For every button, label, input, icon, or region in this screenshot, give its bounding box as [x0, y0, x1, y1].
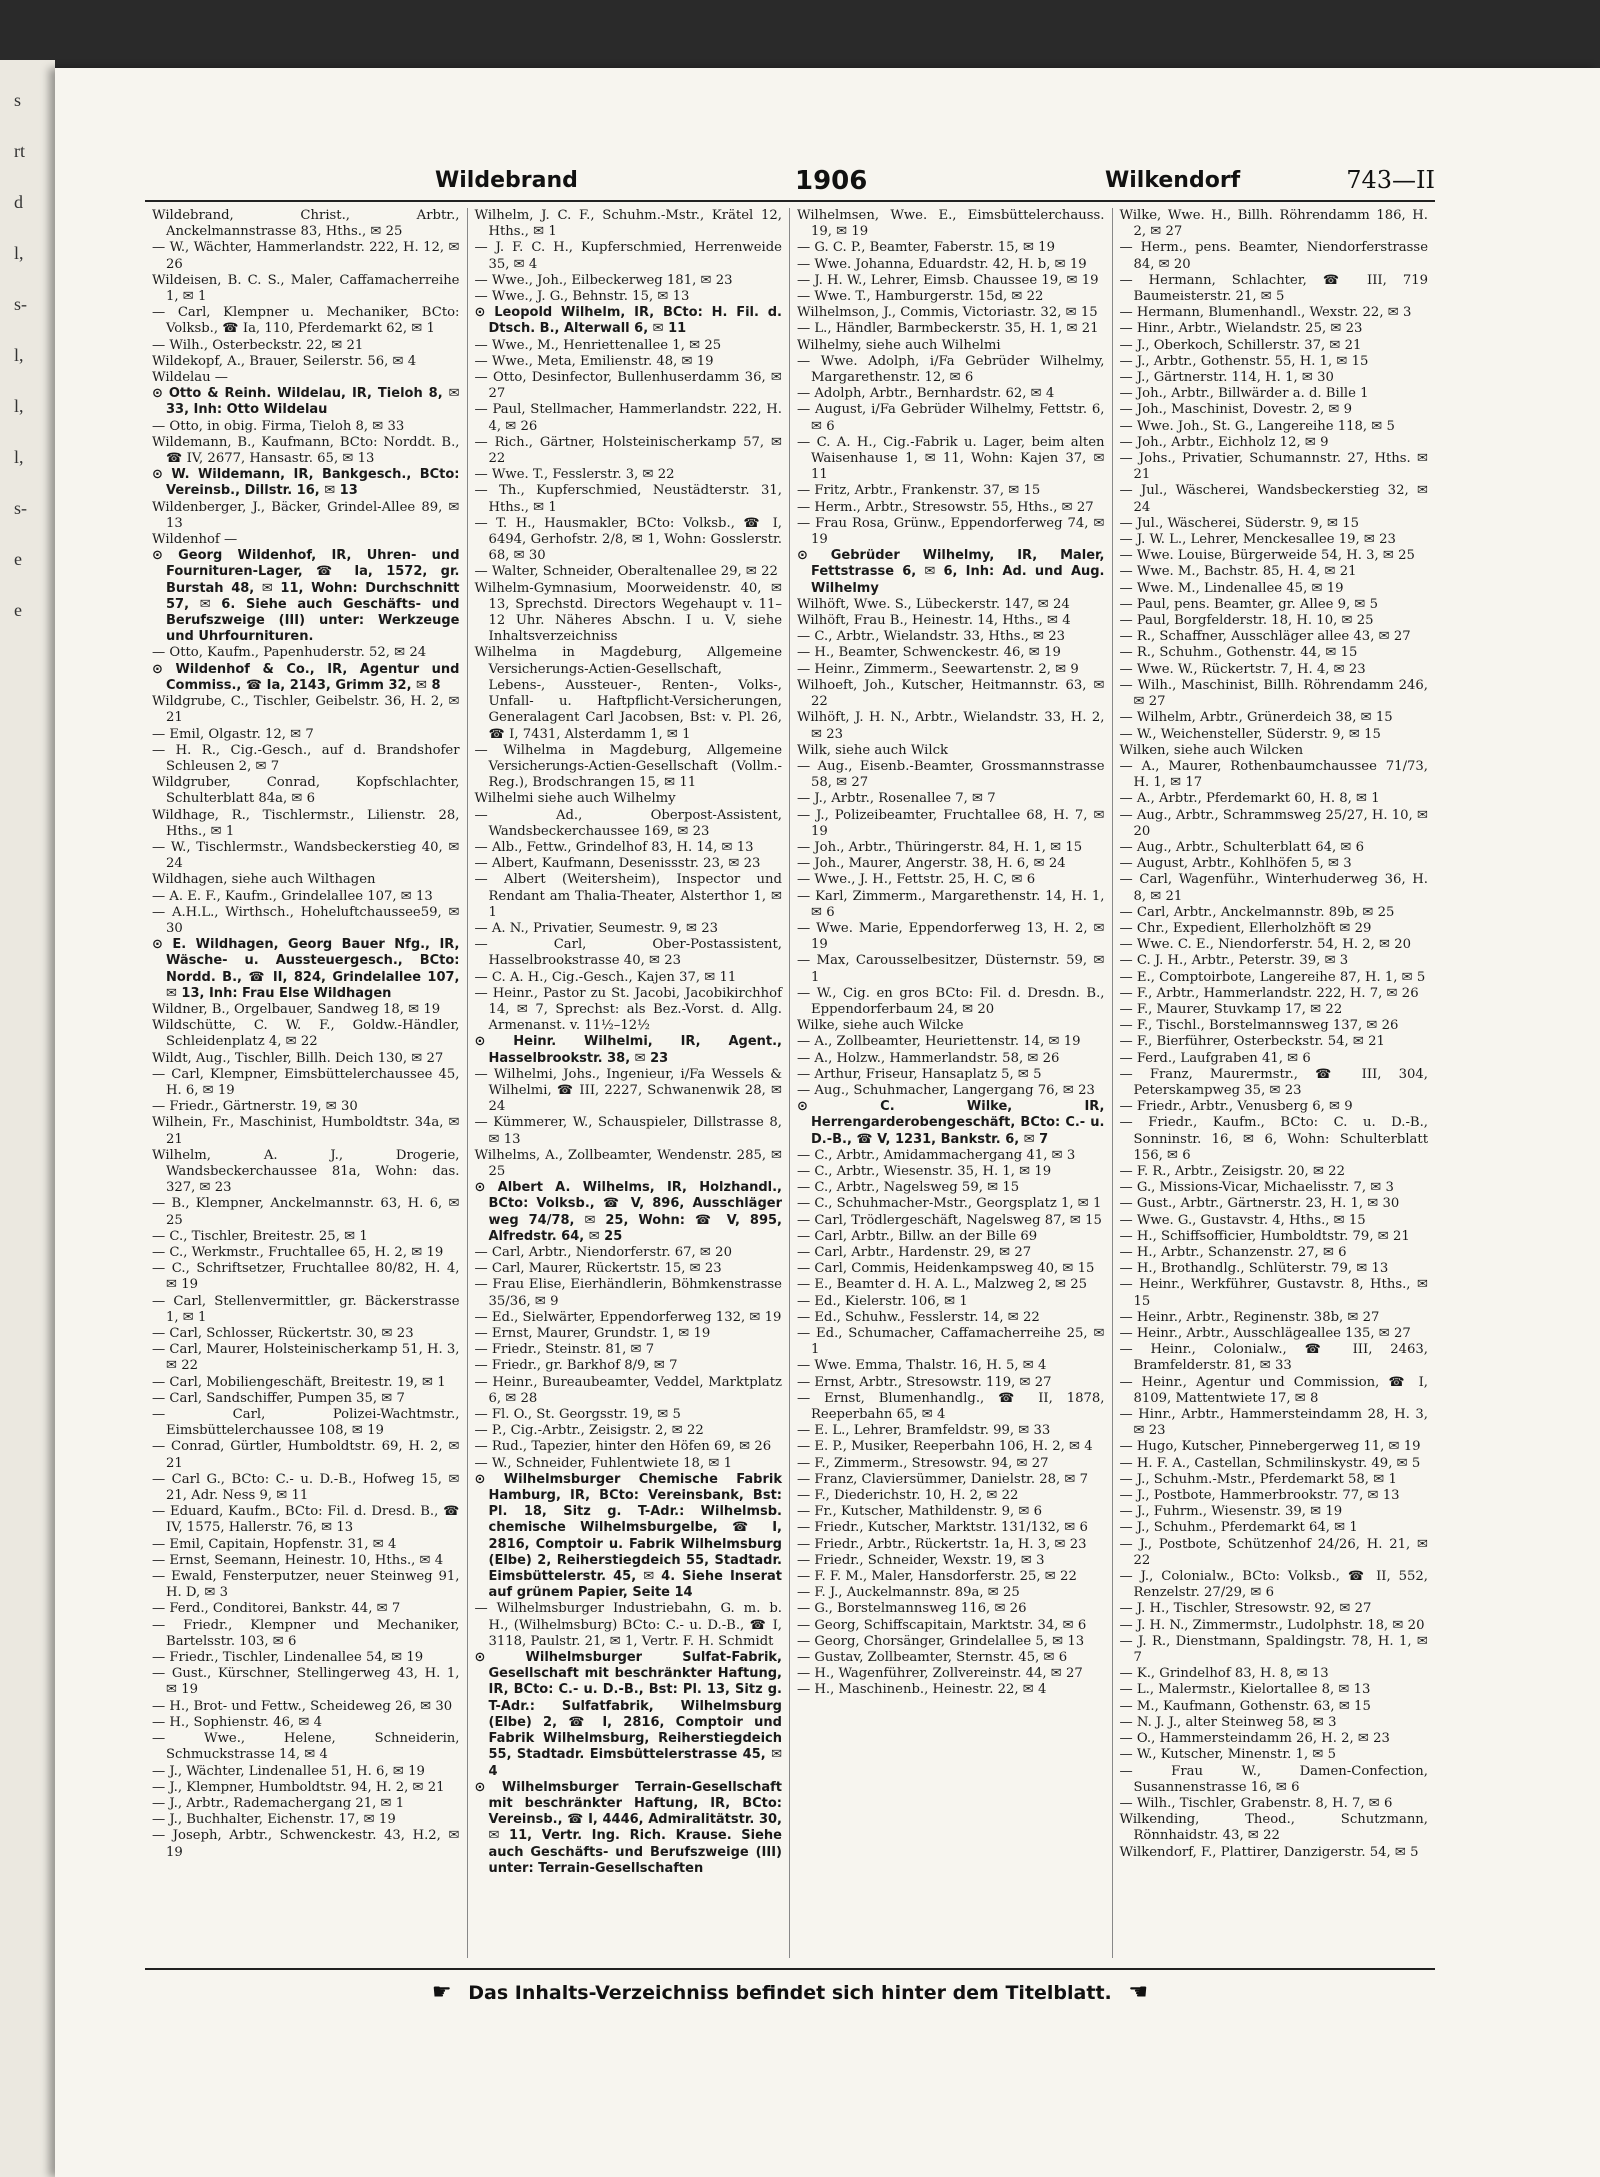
directory-entry: Wilken, siehe auch Wilcken — [1119, 742, 1304, 758]
directory-entry: — Wilhelma in Magdeburg, Allgemeine Versicherungs-Actien-Gesellschaft (Vollm.-Reg.), Brodschrangen 15, ✉ 11 — [474, 742, 782, 791]
directory-entry: — Friedr., Arbtr., Venusberg 6, ✉ 9 — [1119, 1099, 1353, 1115]
column-4 — [1113, 208, 1436, 1958]
gutter-fragment: s — [14, 90, 22, 110]
directory-entry: — J., Polizeibeamter, Fruchtallee 68, H. 7, ✉ 19 — [797, 807, 1105, 839]
directory-entry: Wildenberger, J., Bäcker, Grindel-Allee 89, ✉ 13 — [152, 499, 460, 531]
directory-entry: ⊙ Georg Wildenhof, IR, Uhren- und Fournituren-Lager, ☎ Ia, 1572, gr. Burstah 48, ✉ 11, Wohn: Durchschnitt 57, ✉ 6. Siehe auch Geschäfts- und Berufszweige (III) unter: Werkzeuge und Uhrfournituren. — [152, 548, 460, 645]
directory-entry: Wilhelm, A. J., Drogerie, Wandsbeckerchaussee 81a, Wohn: das. 327, ✉ 23 — [152, 1147, 460, 1196]
directory-entry: ⊙ Wilhelmsburger Terrain-Gesellschaft mit beschränkter Haftung, IR, BCto: Vereinsb., ☎ I, 4446, Admiralitätstr. 30, ✉ 11, Vertr. Ing. Rich. Krause. Siehe auch Geschäfts- und Berufszweige (III) unter: Terrain-Gesellschaften — [474, 1779, 782, 1876]
directory-entry: — H., Sophienstr. 46, ✉ 4 — [152, 1714, 322, 1730]
directory-entry: Wildemann, B., Kaufmann, BCto: Norddt. B., ☎ IV, 2677, Hansastr. 65, ✉ 13 — [152, 434, 460, 467]
directory-entry: — W., Kutscher, Minenstr. 1, ✉ 5 — [1119, 1747, 1336, 1763]
directory-entry: — A., Arbtr., Pferdemarkt 60, H. 8, ✉ 1 — [1119, 791, 1380, 807]
directory-entry: — Carl, Maurer, Holsteinischerkamp 51, H. 3, ✉ 22 — [152, 1342, 460, 1374]
column-3 — [790, 208, 1113, 1958]
directory-entry: — Carl, Arbtr., Anckelmannstr. 89b, ✉ 25 — [1119, 904, 1395, 920]
directory-entry: — Aug., Eisenb.-Beamter, Grossmannstrasse 58, ✉ 27 — [797, 758, 1105, 791]
directory-entry: Wildebrand, Christ., Arbtr., Anckelmannstrasse 83, Hths., ✉ 25 — [152, 208, 460, 240]
directory-entry: Wildgruber, Conrad, Kopfschlachter, Schulterblatt 84a, ✉ 6 — [152, 775, 460, 807]
directory-entry: — Ed., Kielerstr. 106, ✉ 1 — [797, 1293, 968, 1309]
directory-entry: — Hermann, Schlachter, ☎ III, 719 Baumeisterstr. 21, ✉ 5 — [1119, 272, 1428, 305]
directory-entry: ⊙ Heinr. Wilhelmi, IR, Agent., Hasselbrookstr. 38, ✉ 23 — [474, 1034, 782, 1066]
directory-entry: Wildner, B., Orgelbauer, Sandweg 18, ✉ 19 — [152, 1001, 441, 1017]
header-last-entry: Wilkendorf — [1105, 168, 1241, 193]
directory-entry: — H., Wagenführer, Zollvereinstr. 44, ✉ 27 — [797, 1666, 1083, 1682]
directory-entry: — Ferd., Laufgraben 41, ✉ 6 — [1119, 1050, 1311, 1066]
directory-entry: — Carl, Schlosser, Rückertstr. 30, ✉ 23 — [152, 1326, 414, 1342]
directory-entry: Wildhage, R., Tischlermstr., Lilienstr. 28, Hths., ✉ 1 — [152, 807, 460, 839]
footer-note: Das Inhalts-Verzeichniss befindet sich hinter dem Titelblatt. — [468, 1982, 1112, 2004]
directory-entry: — H., Maschinenb., Heinestr. 22, ✉ 4 — [797, 1682, 1047, 1698]
directory-entry: — J., Colonialw., BCto: Volksb., ☎ II, 552, Renzelstr. 27/29, ✉ 6 — [1119, 1569, 1428, 1601]
directory-entry: — Gust., Kürschner, Stellingerweg 43, H. 1, ✉ 19 — [152, 1666, 460, 1698]
directory-entry: — Gust., Arbtr., Gärtnerstr. 23, H. 1, ✉ 30 — [1119, 1196, 1400, 1212]
directory-columns — [145, 208, 1435, 1958]
directory-entry: — August, Arbtr., Kohlhöfen 5, ✉ 3 — [1119, 856, 1352, 872]
directory-entry: ⊙ Wilhelmsburger Sulfat-Fabrik, Gesellschaft mit beschränkter Haftung, IR, BCto: C.- u. D.-B., Bst: Pl. 13, Sitz g. T-Adr.: Sulfatfabrik, Wilhelmsburg (Elbe) 2, ☎ I, 2816, Comptoir und Fabrik Wilhelmsburg, Reiherstiegdeich 55, Stadtadr. Eimsbüttelerstrasse 45, ✉ 4 — [474, 1650, 782, 1779]
directory-entry: — Carl, Mobiliengeschäft, Breitestr. 19, ✉ 1 — [152, 1374, 446, 1390]
directory-entry: — Wwe. M., Bachstr. 85, H. 4, ✉ 21 — [1119, 564, 1357, 580]
directory-entry: — Karl, Zimmerm., Margarethenstr. 14, H. 1, ✉ 6 — [797, 888, 1105, 920]
directory-entry: — Ernst, Blumenhandlg., ☎ II, 1878, Reeperbahn 65, ✉ 4 — [797, 1390, 1105, 1423]
directory-entry: — H. R., Cig.-Gesch., auf d. Brandshofer Schleusen 2, ✉ 7 — [152, 742, 460, 774]
directory-entry: Wilhelm, J. C. F., Schuhm.-Mstr., Krätel 12, Hths., ✉ 1 — [474, 208, 782, 240]
column-1 — [145, 208, 468, 1958]
directory-entry: — Carl, Klempner, Eimsbüttelerchaussee 45, H. 6, ✉ 19 — [152, 1066, 460, 1098]
directory-entry: — Carl, Stellenvermittler, gr. Bäckerstrasse 1, ✉ 1 — [152, 1293, 460, 1325]
gutter-fragment: s- — [14, 498, 27, 518]
directory-entry: — Wwe. Louise, Bürgerweide 54, H. 3, ✉ 25 — [1119, 548, 1415, 564]
directory-entry: — Wwe. Emma, Thalstr. 16, H. 5, ✉ 4 — [797, 1358, 1047, 1374]
directory-entry: — A. N., Privatier, Seumestr. 9, ✉ 23 — [474, 920, 719, 936]
directory-entry: — Friedr., Schneider, Wexstr. 19, ✉ 3 — [797, 1552, 1045, 1568]
directory-entry: — Rud., Tapezier, hinter den Höfen 69, ✉ 26 — [474, 1439, 772, 1455]
directory-entry: — Joh., Arbtr., Billwärder a. d. Bille 1 — [1119, 386, 1369, 402]
directory-entry: — Alb., Fettw., Grindelhof 83, H. 14, ✉ 13 — [474, 839, 754, 855]
directory-entry: — Wwe. Marie, Eppendorferweg 13, H. 2, ✉ 19 — [797, 920, 1105, 953]
directory-entry: — J., Buchhalter, Eichenstr. 17, ✉ 19 — [152, 1812, 396, 1828]
directory-entry: — Frau Elise, Eierhändlerin, Böhmkenstrasse 35/36, ✉ 9 — [474, 1277, 782, 1309]
directory-entry: — Heinr., Pastor zu St. Jacobi, Jacobikirchhof 14, ✉ 7, Sprechst: als Bez.-Vorst. d. Allg. Armenanst. v. 11½–12½ — [474, 985, 782, 1034]
directory-entry: — Carl, Polizei-Wachtmstr., Eimsbüttelerchaussee 108, ✉ 19 — [152, 1407, 460, 1439]
directory-entry: — Rich., Gärtner, Holsteinischerkamp 57, ✉ 22 — [474, 434, 782, 467]
directory-entry: — Wwe. Joh., St. G., Langereihe 118, ✉ 5 — [1119, 418, 1395, 434]
gutter-fragment: l, — [14, 345, 24, 365]
directory-entry: — Fritz, Arbtr., Frankenstr. 37, ✉ 15 — [797, 483, 1041, 499]
directory-entry: — Paul, Stellmacher, Hammerlandstr. 222, H. 4, ✉ 26 — [474, 402, 782, 434]
directory-entry: — Aug., Arbtr., Schrammsweg 25/27, H. 10, ✉ 20 — [1119, 807, 1428, 839]
directory-entry: — F., Arbtr., Hammerlandstr. 222, H. 7, ✉ 26 — [1119, 985, 1419, 1001]
directory-entry: — Franz, Claviersümmer, Danielstr. 28, ✉ 7 — [797, 1471, 1089, 1487]
directory-entry: — Wwe. T., Hamburgerstr. 15d, ✉ 22 — [797, 289, 1044, 305]
directory-entry: — J., Postbote, Hammerbrookstr. 77, ✉ 13 — [1119, 1488, 1400, 1504]
directory-entry: — Aug., Arbtr., Schulterblatt 64, ✉ 6 — [1119, 839, 1365, 855]
directory-entry: — E., Comptoirbote, Langereihe 87, H. 1, ✉ 5 — [1119, 969, 1426, 985]
directory-entry: — Carl, Klempner u. Mechaniker, BCto: Volksb., ☎ Ia, 110, Pferdemarkt 62, ✉ 1 — [152, 305, 460, 337]
directory-entry: — F., Diederichstr. 10, H. 2, ✉ 22 — [797, 1488, 1019, 1504]
directory-entry: — J., Arbtr., Rosenallee 7, ✉ 7 — [797, 791, 996, 807]
directory-entry: — C., Arbtr., Wiesenstr. 35, H. 1, ✉ 19 — [797, 1163, 1052, 1179]
directory-entry: — J., Klempner, Humboldtstr. 94, H. 2, ✉ 21 — [152, 1779, 445, 1795]
directory-entry: — Carl, Sandschiffer, Pumpen 35, ✉ 7 — [152, 1390, 405, 1406]
directory-entry: — J., Schuhm., Pferdemarkt 64, ✉ 1 — [1119, 1520, 1358, 1536]
directory-entry: — Wwe. Adolph, i/Fa Gebrüder Wilhelmy, Margarethenstr. 12, ✉ 6 — [797, 353, 1105, 386]
directory-entry: — Otto, in obig. Firma, Tieloh 8, ✉ 33 — [152, 418, 405, 434]
directory-entry: — Wwe., Joh., Eilbeckerweg 181, ✉ 23 — [474, 272, 733, 288]
directory-entry: — H., Beamter, Schwenckestr. 46, ✉ 19 — [797, 645, 1061, 661]
directory-entry: — M., Kaufmann, Gothenstr. 63, ✉ 15 — [1119, 1698, 1371, 1714]
directory-entry: — Hugo, Kutscher, Pinnebergerweg 11, ✉ 19 — [1119, 1439, 1421, 1455]
directory-entry: — C. J. H., Arbtr., Peterstr. 39, ✉ 3 — [1119, 953, 1349, 969]
directory-entry: — Hinr., Arbtr., Hammersteindamm 28, H. 3, ✉ 23 — [1119, 1407, 1428, 1439]
directory-entry: — Joh., Arbtr., Eichholz 12, ✉ 9 — [1119, 434, 1329, 450]
directory-entry: — Friedr., Tischler, Lindenallee 54, ✉ 19 — [152, 1650, 424, 1666]
directory-entry: — T. H., Hausmakler, BCto: Volksb., ☎ I, 6494, Gerhofstr. 2/8, ✉ 1, Wohn: Gosslerstr. 68, ✉ 30 — [474, 515, 782, 564]
directory-entry: — Aug., Schuhmacher, Langergang 76, ✉ 23 — [797, 1082, 1095, 1098]
directory-entry: — Wwe., Helene, Schneiderin, Schmuckstrasse 14, ✉ 4 — [152, 1731, 460, 1763]
directory-entry: — Carl, Maurer, Rückertstr. 15, ✉ 23 — [474, 1261, 722, 1277]
directory-entry: — Ferd., Conditorei, Bankstr. 44, ✉ 7 — [152, 1601, 401, 1617]
directory-entry: — J. H., Tischler, Stresowstr. 92, ✉ 27 — [1119, 1601, 1372, 1617]
directory-entry: — Ed., Sielwärter, Eppendorferweg 132, ✉ 19 — [474, 1309, 782, 1325]
directory-entry: — F. F. M., Maler, Hansdorferstr. 25, ✉ 22 — [797, 1569, 1077, 1585]
directory-entry: — C., Schriftsetzer, Fruchtallee 80/82, H. 4, ✉ 19 — [152, 1261, 460, 1293]
directory-entry: — G., Missions-Vicar, Michaelisstr. 7, ✉ 3 — [1119, 1180, 1394, 1196]
directory-entry: — Otto, Desinfector, Bullenhuserdamm 36, ✉ 27 — [474, 370, 782, 402]
directory-entry: — A., Zollbeamter, Heuriettenstr. 14, ✉ 19 — [797, 1034, 1081, 1050]
directory-entry: — Chr., Expedient, Ellerholzhöft ✉ 29 — [1119, 920, 1372, 936]
directory-entry: — Hinr., Arbtr., Wielandstr. 25, ✉ 23 — [1119, 321, 1363, 337]
directory-entry: — Ed., Schuhw., Fesslerstr. 14, ✉ 22 — [797, 1309, 1040, 1325]
directory-entry: Wilhelmy, siehe auch Wilhelmi — [797, 337, 1001, 353]
directory-entry: — A., Holzw., Hammerlandstr. 58, ✉ 26 — [797, 1050, 1060, 1066]
gutter-fragment: e — [14, 600, 22, 620]
directory-entry: — Carl, Arbtr., Billw. an der Bille 69 — [797, 1228, 1038, 1244]
directory-entry: Wilkendorf, F., Plattirer, Danzigerstr. 54, ✉ 5 — [1119, 1844, 1419, 1860]
gutter-fragment: s- — [14, 294, 27, 314]
directory-entry: — F., Zimmerm., Stresowstr. 94, ✉ 27 — [797, 1455, 1049, 1471]
directory-entry: — Arthur, Friseur, Hansaplatz 5, ✉ 5 — [797, 1066, 1042, 1082]
directory-entry: — Friedr., Steinstr. 81, ✉ 7 — [474, 1342, 655, 1358]
directory-entry: Wilhelmi siehe auch Wilhelmy — [474, 791, 676, 807]
directory-entry: — Herm., pens. Beamter, Niendorferstrasse 84, ✉ 20 — [1119, 240, 1428, 272]
directory-entry: — Wwe., J. G., Behnstr. 15, ✉ 13 — [474, 289, 690, 305]
directory-entry: — J., Oberkoch, Schillerstr. 37, ✉ 21 — [1119, 337, 1362, 353]
gutter-fragment: l, — [14, 447, 24, 467]
directory-entry: Wilhelm-Gymnasium, Moorweidenstr. 40, ✉ 13, Sprechstd. Directors Wegehaupt v. 11–12 Uhr. Näheres Abschn. I u. V, siehe Inhaltsverzeichniss — [474, 580, 782, 645]
directory-entry: Wildgrube, C., Tischler, Geibelstr. 36, H. 2, ✉ 21 — [152, 694, 460, 726]
directory-entry: — Heinr., Bureaubeamter, Veddel, Marktplatz 6, ✉ 28 — [474, 1374, 782, 1406]
directory-entry: — Wilh., Tischler, Grabenstr. 8, H. 7, ✉ 6 — [1119, 1795, 1393, 1811]
directory-entry: — B., Klempner, Anckelmannstr. 63, H. 6, ✉ 25 — [152, 1196, 460, 1228]
directory-entry: — J. W. L., Lehrer, Menckesallee 19, ✉ 23 — [1119, 532, 1396, 548]
directory-entry: Wilhelmson, J., Commis, Victoriastr. 32, ✉ 15 — [797, 305, 1098, 321]
directory-entry: — R., Schuhm., Gothenstr. 44, ✉ 15 — [1119, 645, 1358, 661]
directory-entry: — Wilhelmsburger Industriebahn, G. m. b. H., (Wilhelmsburg) BCto: C.- u. D.-B., ☎ I, 3118, Paulstr. 21, ✉ 1, Vertr. F. H. Schmidt — [474, 1601, 782, 1649]
directory-entry: — Conrad, Gürtler, Humboldtstr. 69, H. 2, ✉ 21 — [152, 1439, 460, 1471]
directory-entry: — F., Bierführer, Osterbeckstr. 54, ✉ 21 — [1119, 1034, 1385, 1050]
directory-entry: Wilhelmsen, Wwe. E., Eimsbüttelerchauss. 19, ✉ 19 — [797, 208, 1105, 240]
directory-entry: — A.H.L., Wirthsch., Hoheluftchaussee59, ✉ 30 — [152, 904, 460, 936]
directory-entry: — W., Weichensteller, Süderstr. 9, ✉ 15 — [1119, 726, 1381, 742]
directory-entry: ⊙ Leopold Wilhelm, IR, BCto: H. Fil. d. Dtsch. B., Alterwall 6, ✉ 11 — [474, 305, 782, 337]
directory-entry: — Emil, Olgastr. 12, ✉ 7 — [152, 726, 314, 742]
directory-entry: — Carl, Arbtr., Niendorferstr. 67, ✉ 20 — [474, 1245, 732, 1260]
directory-entry: Wilhoeft, Joh., Kutscher, Heitmannstr. 63, ✉ 22 — [797, 677, 1105, 710]
directory-entry: — J., Schuhm.-Mstr., Pferdemarkt 58, ✉ 1 — [1119, 1471, 1397, 1487]
directory-entry: — Herm., Arbtr., Stresowstr. 55, Hths., ✉ 27 — [797, 499, 1094, 515]
directory-entry: — K., Grindelhof 83, H. 8, ✉ 13 — [1119, 1666, 1329, 1682]
directory-entry: Wilkending, Theod., Schutzmann, Rönnhaidstr. 43, ✉ 22 — [1119, 1812, 1428, 1844]
gutter-fragment: e — [14, 549, 22, 569]
directory-entry: — G., Borstelmannsweg 116, ✉ 26 — [797, 1601, 1027, 1617]
directory-entry: Wilk, siehe auch Wilck — [797, 742, 948, 758]
directory-entry: ⊙ Wildenhof & Co., IR, Agentur und Commiss., ☎ Ia, 2143, Grimm 32, ✉ 8 — [152, 661, 460, 693]
directory-entry: — N. J. J., alter Steinweg 58, ✉ 3 — [1119, 1714, 1337, 1730]
directory-entry: — Jul., Wäscherei, Wandsbeckerstieg 32, ✉ 24 — [1119, 483, 1428, 515]
directory-entry: — C., Tischler, Breitestr. 25, ✉ 1 — [152, 1228, 368, 1244]
directory-entry: — Friedr., gr. Barkhof 8/9, ✉ 7 — [474, 1358, 678, 1374]
directory-entry: — Otto, Kaufm., Papenhuderstr. 52, ✉ 24 — [152, 645, 427, 661]
directory-entry: — Paul, Borgfelderstr. 18, H. 10, ✉ 25 — [1119, 613, 1374, 629]
directory-entry: Wildschütte, C. W. F., Goldw.-Händler, Schleidenplatz 4, ✉ 22 — [152, 1018, 460, 1050]
directory-entry: — Max, Carousselbesitzer, Düsternstr. 59, ✉ 1 — [797, 953, 1105, 985]
directory-entry: — Ernst, Seemann, Heinestr. 10, Hths., ✉ 4 — [152, 1552, 444, 1568]
directory-entry: ⊙ Gebrüder Wilhelmy, IR, Maler, Fettstrasse 6, ✉ 6, Inh: Ad. und Aug. Wilhelmy — [797, 548, 1105, 596]
pointing-hand-right-icon: ☛ — [431, 1980, 452, 2005]
directory-entry: — Carl G., BCto: C.- u. D.-B., Hofweg 15, ✉ 21, Adr. Ness 9, ✉ 11 — [152, 1471, 460, 1504]
directory-entry: — C., Arbtr., Wielandstr. 33, Hths., ✉ 23 — [797, 629, 1066, 645]
directory-entry: ⊙ Albert A. Wilhelms, IR, Holzhandl., BCto: Volksb., ☎ V, 896, Ausschläger weg 74/78, ✉ 25, Wohn: ☎ V, 895, Alfredstr. 64, ✉ 25 — [474, 1180, 782, 1244]
directory-entry: — Friedr., Gärtnerstr. 19, ✉ 30 — [152, 1099, 358, 1115]
directory-entry: ⊙ Wilhelmsburger Chemische Fabrik Hamburg, IR, BCto: Vereinsbank, Bst: Pl. 18, Sitz g. T-Adr.: Wilhelmsb. chemische Wilhelmsburgelbe, ☎ I, 2816, Comptoir u. Fabrik Wilhelmsburg (Elbe) 2, Reiherstiegdeich 55, Stadtadr. Eimsbüttelerstr. 45, ✉ 4. Siehe Inserat auf grünem Papier, Seite 14 — [474, 1471, 782, 1601]
directory-entry: — L., Händler, Barmbeckerstr. 35, H. 1, ✉ 21 — [797, 321, 1099, 337]
directory-entry: — Friedr., Klempner und Mechaniker, Bartelsstr. 103, ✉ 6 — [152, 1617, 460, 1649]
directory-entry: — C. A. H., Cig.-Gesch., Kajen 37, ✉ 11 — [474, 969, 737, 985]
directory-entry: — Carl, Arbtr., Hardenstr. 29, ✉ 27 — [797, 1245, 1032, 1260]
directory-entry: — Heinr., Werkführer, Gustavstr. 8, Hths., ✉ 15 — [1119, 1277, 1428, 1309]
directory-entry: — J. F. C. H., Kupferschmied, Herrenweide 35, ✉ 4 — [474, 240, 782, 272]
directory-entry: — Ernst, Arbtr., Stresowstr. 119, ✉ 27 — [797, 1374, 1052, 1390]
directory-entry: — Fl. O., St. Georgsstr. 19, ✉ 5 — [474, 1407, 681, 1423]
directory-entry: — Th., Kupferschmied, Neustädterstr. 31, Hths., ✉ 1 — [474, 483, 782, 515]
directory-entry: — G. C. P., Beamter, Faberstr. 15, ✉ 19 — [797, 240, 1055, 256]
directory-entry: — J. H. N., Zimmermstr., Ludolphstr. 18, ✉ 20 — [1119, 1617, 1425, 1633]
directory-entry: — C. A. H., Cig.-Fabrik u. Lager, beim alten Waisenhause 1, ✉ 11, Wohn: Kajen 37, ✉ 11 — [797, 434, 1105, 483]
directory-entry: — W., Tischlermstr., Wandsbeckerstieg 40, ✉ 24 — [152, 839, 460, 872]
directory-entry: — J., Wächter, Lindenallee 51, H. 6, ✉ 19 — [152, 1763, 425, 1779]
directory-entry: — August, i/Fa Gebrüder Wilhelmy, Fettstr. 6, ✉ 6 — [797, 402, 1105, 434]
directory-entry: — H., Brot- und Fettw., Scheideweg 26, ✉ 30 — [152, 1698, 453, 1714]
directory-entry: Wilhöft, Wwe. S., Lübeckerstr. 147, ✉ 24 — [797, 596, 1070, 612]
page-number: 743—II — [1346, 166, 1435, 194]
directory-entry: — Frau W., Damen-Confection, Susannenstrasse 16, ✉ 6 — [1119, 1763, 1428, 1795]
directory-entry: — H. F. A., Castellan, Schmilinskystr. 49, ✉ 5 — [1119, 1455, 1421, 1471]
adjacent-page-edge — [0, 60, 55, 2177]
directory-entry: — Heinr., Colonialw., ☎ III, 2463, Bramfelderstr. 81, ✉ 33 — [1119, 1342, 1428, 1374]
directory-entry: — J. R., Dienstmann, Spaldingstr. 78, H. 1, ✉ 7 — [1119, 1633, 1428, 1666]
directory-entry: — Joseph, Arbtr., Schwenckestr. 43, H.2, ✉ 19 — [152, 1828, 460, 1860]
directory-entry: Wildt, Aug., Tischler, Billh. Deich 130, ✉ 27 — [152, 1050, 444, 1066]
directory-entry: — Heinr., Arbtr., Ausschlägeallee 135, ✉ 27 — [1119, 1326, 1411, 1342]
pointing-hand-left-icon: ☚ — [1128, 1980, 1149, 2005]
directory-entry: — Albert (Weitersheim), Inspector und Rendant am Thalia-Theater, Alsterthor 1, ✉ 1 — [474, 872, 782, 920]
directory-entry: — H., Brothandlg., Schlüterstr. 79, ✉ 13 — [1119, 1261, 1389, 1277]
directory-entry: — R., Schaffner, Ausschläger allee 43, ✉ 27 — [1119, 629, 1411, 645]
directory-entry: — F., Maurer, Stuvkamp 17, ✉ 22 — [1119, 1001, 1343, 1017]
directory-entry: — Wwe., M., Henriettenallee 1, ✉ 25 — [474, 337, 722, 353]
directory-entry: — Ad., Oberpost-Assistent, Wandsbeckerchaussee 169, ✉ 23 — [474, 807, 782, 839]
directory-entry: — Wwe. Johanna, Eduardstr. 42, H. b, ✉ 19 — [797, 256, 1087, 272]
directory-entry: — Georg, Schiffscapitain, Marktstr. 34, ✉ 6 — [797, 1617, 1087, 1633]
directory-entry: — A., Maurer, Rothenbaumchaussee 71/73, H. 1, ✉ 17 — [1119, 758, 1428, 791]
directory-entry: — O., Hammersteindamm 26, H. 2, ✉ 23 — [1119, 1731, 1390, 1747]
directory-entry: ⊙ E. Wildhagen, Georg Bauer Nfg., IR, Wäsche- u. Aussteuergesch., BCto: Nordd. B., ☎ II, 824, Grindelallee 107, ✉ 13, Inh: Frau Else Wildhagen — [152, 937, 460, 1001]
directory-entry: — E. L., Lehrer, Bramfeldstr. 99, ✉ 33 — [797, 1423, 1051, 1439]
directory-entry: — Heinr., Zimmerm., Seewartenstr. 2, ✉ 9 — [797, 661, 1079, 677]
directory-entry: ⊙ Otto & Reinh. Wildelau, IR, Tieloh 8, ✉ 33, Inh: Otto Wildelau — [152, 386, 460, 418]
directory-entry: — Kümmerer, W., Schauspieler, Dillstrasse 8, ✉ 13 — [474, 1115, 782, 1147]
directory-entry: — E., Beamter d. H. A. L., Malzweg 2, ✉ 25 — [797, 1277, 1088, 1293]
directory-entry: — Wwe., J. H., Fettstr. 25, H. C, ✉ 6 — [797, 872, 1036, 888]
page-footer — [145, 1980, 1435, 2005]
directory-entry: Wilhöft, Frau B., Heinestr. 14, Hths., ✉ 4 — [797, 613, 1071, 629]
directory-entry: — F., Tischl., Borstelmannsweg 137, ✉ 26 — [1119, 1018, 1399, 1034]
directory-entry: — W., Wächter, Hammerlandstr. 222, H. 12, ✉ 26 — [152, 240, 460, 272]
directory-entry: — Walter, Schneider, Oberaltenallee 29, ✉ 22 — [474, 564, 778, 580]
directory-entry: — J., Gärtnerstr. 114, H. 1, ✉ 30 — [1119, 370, 1334, 386]
directory-entry: — Heinr., Arbtr., Reginenstr. 38b, ✉ 27 — [1119, 1309, 1380, 1325]
directory-entry: — Fr., Kutscher, Mathildenstr. 9, ✉ 6 — [797, 1504, 1043, 1520]
directory-entry: — C., Werkmstr., Fruchtallee 65, H. 2, ✉ 19 — [152, 1245, 444, 1260]
directory-entry: — Wwe. G., Gustavstr. 4, Hths., ✉ 15 — [1119, 1212, 1366, 1228]
directory-entry: — C., Schuhmacher-Mstr., Georgsplatz 1, ✉ 1 — [797, 1196, 1102, 1212]
directory-entry: — Ed., Schumacher, Caffamacherreihe 25, ✉ 1 — [797, 1326, 1105, 1358]
directory-entry: Wilhöft, J. H. N., Arbtr., Wielandstr. 33, H. 2, ✉ 23 — [797, 710, 1105, 742]
directory-entry: — J., Postbote, Schützenhof 24/26, H. 21, ✉ 22 — [1119, 1536, 1428, 1568]
directory-entry: Wilke, Wwe. H., Billh. Röhrendamm 186, H. 2, ✉ 27 — [1119, 208, 1428, 240]
directory-entry: — Heinr., Agentur und Commission, ☎ I, 8109, Mattentwiete 17, ✉ 8 — [1119, 1374, 1428, 1406]
directory-entry: — Carl, Commis, Heidenkampsweg 40, ✉ 15 — [797, 1261, 1095, 1277]
directory-entry: — Wilhelmi, Johs., Ingenieur, i/Fa Wessels & Wilhelmi, ☎ III, 2227, Schwanenwik 28, ✉ 24 — [474, 1066, 782, 1115]
directory-entry: — Gustav, Zollbeamter, Sternstr. 45, ✉ 6 — [797, 1650, 1068, 1666]
directory-entry: — Joh., Maurer, Angerstr. 38, H. 6, ✉ 24 — [797, 856, 1066, 872]
directory-entry: — Joh., Arbtr., Thüringerstr. 84, H. 1, ✉ 15 — [797, 839, 1083, 855]
gutter-fragment: d — [14, 192, 23, 212]
directory-entry: — J., Fuhrm., Wiesenstr. 39, ✉ 19 — [1119, 1504, 1343, 1520]
directory-entry: — Johs., Privatier, Schumannstr. 27, Hths. ✉ 21 — [1119, 451, 1428, 483]
directory-entry: — E. P., Musiker, Reeperbahn 106, H. 2, ✉ 4 — [797, 1439, 1093, 1455]
directory-entry: — Friedr., Kutscher, Marktstr. 131/132, ✉ 6 — [797, 1520, 1088, 1536]
directory-entry: — Franz, Maurermstr., ☎ III, 304, Peterskampweg 35, ✉ 23 — [1119, 1066, 1428, 1098]
directory-entry: — W., Schneider, Fuhlentwiete 18, ✉ 1 — [474, 1455, 732, 1471]
directory-entry: Wildelau — — [152, 370, 228, 386]
directory-entry: — F. J., Auckelmannstr. 89a, ✉ 25 — [797, 1585, 1020, 1601]
page-header — [145, 160, 1435, 202]
directory-entry: ⊙ C. Wilke, IR, Herrengarderobengeschäft, BCto: C.- u. D.-B., ☎ V, 1231, Bankstr. 6, ✉ 7 — [797, 1099, 1105, 1147]
directory-entry: — W., Cig. en gros BCto: Fil. d. Dresdn. B., Eppendorferbaum 24, ✉ 20 — [797, 985, 1105, 1017]
directory-entry: — Wwe. T., Fesslerstr. 3, ✉ 22 — [474, 467, 675, 483]
directory-entry: — Eduard, Kaufm., BCto: Fil. d. Dresd. B., ☎ IV, 1575, Hallerstr. 76, ✉ 13 — [152, 1504, 460, 1536]
directory-entry: — Ernst, Maurer, Grundstr. 1, ✉ 19 — [474, 1326, 711, 1342]
directory-entry: — Adolph, Arbtr., Bernhardstr. 62, ✉ 4 — [797, 386, 1055, 402]
directory-entry: — Wilhelm, Arbtr., Grünerdeich 38, ✉ 15 — [1119, 710, 1393, 726]
directory-entry: — Wilh., Maschinist, Billh. Röhrendamm 246, ✉ 27 — [1119, 677, 1428, 710]
directory-entry: — Wwe., Meta, Emilienstr. 48, ✉ 19 — [474, 353, 714, 369]
directory-entry: — H., Schiffsofficier, Humboldtstr. 79, ✉ 21 — [1119, 1228, 1410, 1244]
directory-entry: — C., Arbtr., Nagelsweg 59, ✉ 15 — [797, 1180, 1020, 1196]
directory-entry: Wilhelma in Magdeburg, Allgemeine Versicherungs-Actien-Gesellschaft, Lebens-, Aussteuer-, Renten-, Volks-, Unfall- u. Haftpflicht-Versicherungen, Generalagent Carl Jacobsen, Bst: v. Pl. 26, ☎ I, 7431, Alsterdamm 1, ✉ 1 — [474, 645, 782, 742]
directory-entry: — Hermann, Blumenhandl., Wexstr. 22, ✉ 3 — [1119, 305, 1412, 321]
directory-entry: — Carl, Trödlergeschäft, Nagelsweg 87, ✉ 15 — [797, 1212, 1102, 1228]
directory-entry: Wildenhof — — [152, 532, 238, 548]
directory-entry: — Georg, Chorsänger, Grindelallee 5, ✉ 13 — [797, 1633, 1085, 1649]
directory-entry: — L., Malermstr., Kielortallee 8, ✉ 13 — [1119, 1682, 1371, 1698]
directory-entry: — Wwe. M., Lindenallee 45, ✉ 19 — [1119, 580, 1344, 596]
directory-entry: Wilke, siehe auch Wilcke — [797, 1018, 964, 1034]
directory-entry: — J., Arbtr., Gothenstr. 55, H. 1, ✉ 15 — [1119, 353, 1369, 369]
gutter-fragment: l, — [14, 396, 24, 416]
directory-entry: — Emil, Capitain, Hopfenstr. 31, ✉ 4 — [152, 1536, 397, 1552]
directory-entry: — Wwe. C. E., Niendorferstr. 54, H. 2, ✉ 20 — [1119, 937, 1411, 953]
directory-entry: — J., Arbtr., Rademachergang 21, ✉ 1 — [152, 1795, 405, 1811]
directory-entry: — C., Arbtr., Amidammachergang 41, ✉ 3 — [797, 1147, 1076, 1163]
directory-entry: Wildeisen, B. C. S., Maler, Caffamacherreihe 1, ✉ 1 — [152, 272, 460, 305]
directory-entry: Wilhelms, A., Zollbeamter, Wendenstr. 285, ✉ 25 — [474, 1147, 782, 1179]
directory-entry: Wilhein, Fr., Maschinist, Humboldtstr. 34a, ✉ 21 — [152, 1115, 460, 1147]
directory-entry: ⊙ W. Wildemann, IR, Bankgesch., BCto: Vereinsb., Dillstr. 16, ✉ 13 — [152, 467, 460, 499]
directory-entry: — Frau Rosa, Grünw., Eppendorferweg 74, ✉ 19 — [797, 515, 1105, 548]
directory-entry: — J. H. W., Lehrer, Eimsb. Chaussee 19, ✉ 19 — [797, 272, 1099, 288]
directory-entry: — H., Arbtr., Schanzenstr. 27, ✉ 6 — [1119, 1245, 1347, 1260]
directory-entry: — Joh., Maschinist, Dovestr. 2, ✉ 9 — [1119, 402, 1353, 418]
directory-entry: — Paul, pens. Beamter, gr. Allee 9, ✉ 5 — [1119, 596, 1379, 612]
directory-entry: — Friedr., Arbtr., Rückertstr. 1a, H. 3, ✉ 23 — [797, 1536, 1087, 1552]
directory-entry: — P., Cig.-Arbtr., Zeisigstr. 2, ✉ 22 — [474, 1423, 704, 1439]
directory-entry: — Carl, Wagenführ., Winterhuderweg 36, H. 8, ✉ 21 — [1119, 872, 1428, 904]
directory-entry: — Jul., Wäscherei, Süderstr. 9, ✉ 15 — [1119, 515, 1360, 531]
directory-entry: Wildekopf, A., Brauer, Seilerstr. 56, ✉ 4 — [152, 353, 417, 369]
column-2 — [468, 208, 791, 1958]
directory-entry: — Wilh., Osterbeckstr. 22, ✉ 21 — [152, 337, 364, 353]
directory-entry: Wildhagen, siehe auch Wilthagen — [152, 872, 376, 888]
gutter-fragment: l, — [14, 243, 24, 263]
header-year: 1906 — [795, 166, 868, 196]
footer-divider — [145, 1968, 1435, 1970]
directory-entry: — Ewald, Fensterputzer, neuer Steinweg 91, H. D, ✉ 3 — [152, 1569, 460, 1601]
directory-entry: — Carl, Ober-Postassistent, Hasselbrookstrasse 40, ✉ 23 — [474, 937, 782, 969]
directory-entry: — F. R., Arbtr., Zeisigstr. 20, ✉ 22 — [1119, 1163, 1345, 1179]
directory-entry: — Albert, Kaufmann, Desenissstr. 23, ✉ 23 — [474, 856, 761, 872]
gutter-fragment: rt — [14, 141, 25, 161]
directory-entry: — Wwe. W., Rückertstr. 7, H. 4, ✉ 23 — [1119, 661, 1366, 677]
directory-entry: — Friedr., Kaufm., BCto: C. u. D.-B., Sonninstr. 16, ✉ 6, Wohn: Schulterblatt 156, ✉ 6 — [1119, 1115, 1428, 1163]
header-first-entry: Wildebrand — [435, 168, 578, 193]
directory-entry: — A. E. F., Kaufm., Grindelallee 107, ✉ 13 — [152, 888, 433, 904]
